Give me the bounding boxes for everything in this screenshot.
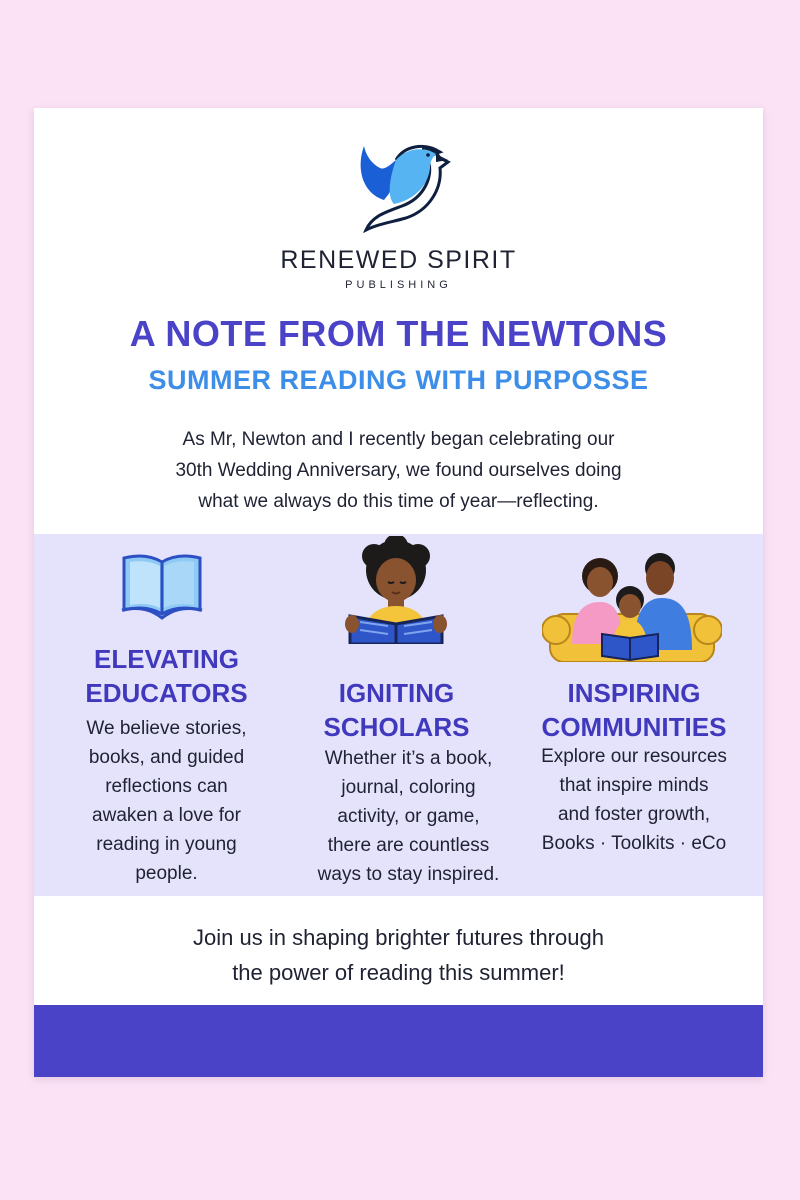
feature-text-line: people.	[135, 863, 198, 884]
closing-message	[134, 920, 663, 990]
feature-text-line: awaken a love for	[92, 805, 241, 826]
feature-heading: COMMUNITIES	[541, 712, 727, 742]
closing-line: the power of reading this summer!	[232, 960, 565, 985]
features-band	[34, 534, 763, 896]
bird-logo-icon	[344, 138, 454, 238]
flyer-card	[34, 108, 763, 1077]
feature-text-line: journal, coloring	[341, 777, 476, 798]
feature-text-line: Whether it’s a book,	[324, 748, 493, 769]
feature-heading: SCHOLARS	[323, 712, 470, 742]
feature-text-line: reading in young	[96, 834, 237, 855]
feature-heading: IGNITING	[338, 678, 455, 708]
footer-bar	[34, 1005, 763, 1077]
feature-heading: EDUCATORS	[85, 678, 248, 708]
intro-line: what we always do this time of year—reflecting.	[198, 491, 599, 512]
brand-logo	[34, 138, 763, 291]
feature-text-line: We believe stories,	[86, 718, 247, 739]
child-reading-icon	[344, 536, 448, 644]
intro-paragraph	[134, 424, 663, 517]
feature-heading: ELEVATING	[94, 644, 239, 674]
feature-text-line: Books · Toolkits · eCo	[541, 833, 727, 854]
open-book-icon	[120, 548, 204, 620]
feature-text-line: there are countless	[327, 835, 490, 856]
feature-text-line: ways to stay inspired.	[317, 864, 500, 885]
feature-text-line: activity, or game,	[337, 806, 480, 827]
feature-text-line: books, and guided	[88, 747, 245, 768]
intro-line: As Mr, Newton and I recently began celebrating our	[182, 429, 615, 450]
feature-heading: INSPIRING	[567, 678, 701, 708]
page-title: A NOTE FROM THE NEWTONS	[129, 313, 668, 354]
feature-text-line: Explore our resources	[541, 746, 727, 767]
feature-text-line: that inspire minds	[559, 775, 709, 796]
feature-text-line: reflections can	[105, 776, 228, 797]
intro-line: 30th Wedding Anniversary, we found ourselves doing	[175, 460, 622, 481]
closing-line: Join us in shaping brighter futures through	[193, 925, 604, 950]
family-reading-icon	[542, 544, 722, 662]
feature-text-line: and foster growth,	[557, 804, 711, 825]
page-subtitle: SUMMER READING WITH PURPOSSE	[148, 365, 649, 395]
brand-name: RENEWED SPIRIT	[280, 246, 517, 274]
brand-subtitle: PUBLISHING	[345, 279, 452, 291]
